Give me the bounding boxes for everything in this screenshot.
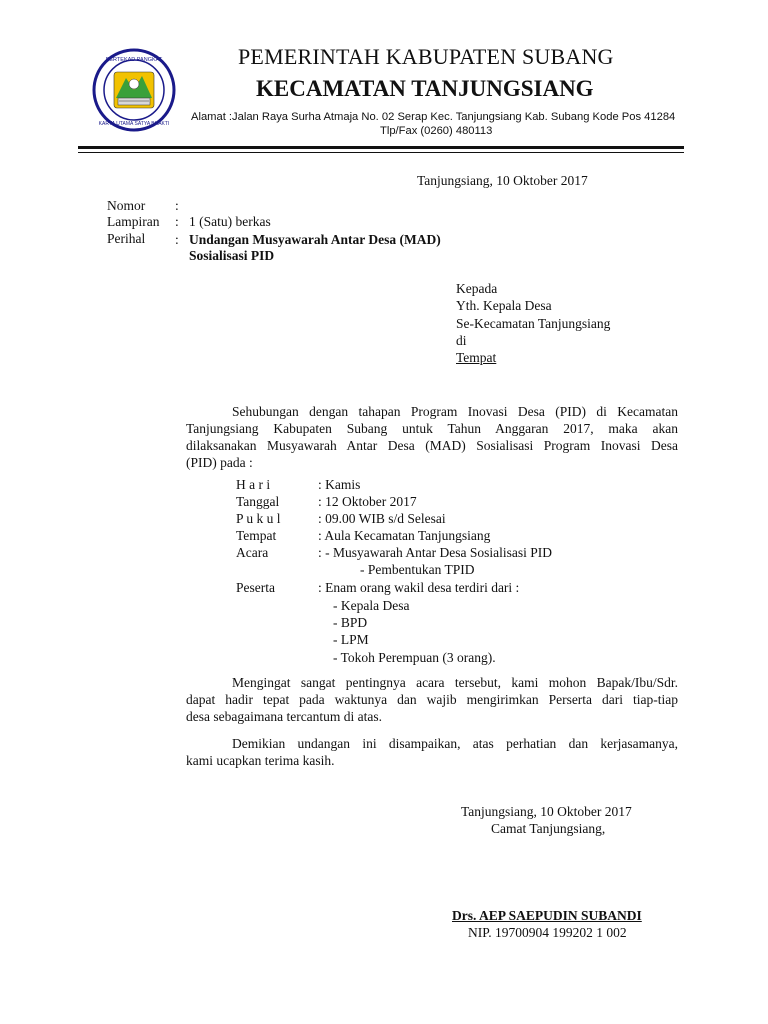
closing-paragraph — [186, 735, 678, 769]
paragraph-line: Tanjungsiang Kabupaten Subang untuk Tahun Anggaran 2017, maka akan — [186, 421, 678, 436]
recipient-area: Se-Kecamatan Tanjungsiang — [456, 316, 611, 331]
paragraph-line: Sehubungan dengan tahapan Program Inovasi Desa (PID) di Kecamatan — [232, 404, 678, 419]
paragraph-line: dilaksanakan Musyawarah Antar Desa (MAD) Sosialisasi Program Inovasi Desa — [186, 438, 678, 453]
pukul-label: P u k u l — [236, 511, 281, 526]
nomor-label: Nomor — [107, 198, 146, 213]
acara-value-1: : - Musyawarah Antar Desa Sosialisasi PID — [318, 545, 552, 560]
hari-label: H a r i — [236, 477, 271, 492]
perihal-colon: : — [175, 232, 179, 247]
perihal-value-line2: Sosialisasi PID — [189, 248, 275, 263]
reminder-paragraph — [186, 674, 678, 725]
letter-date: Tanjungsiang, 10 Oktober 2017 — [417, 173, 588, 188]
acara-label: Acara — [236, 545, 269, 560]
signatory-nip: NIP. 19700904 199202 1 002 — [468, 925, 627, 940]
paragraph-line: desa sebagaimana tercantum di atas. — [186, 709, 383, 724]
tanggal-label: Tanggal — [236, 494, 280, 509]
lampiran-colon: : — [175, 214, 179, 229]
paragraph-line: Mengingat sangat pentingnya acara tersebut, kami mohon Bapak/Ibu/Sdr. — [232, 675, 678, 690]
peserta-value: : Enam orang wakil desa terdiri dari : — [318, 580, 520, 595]
government-title: PEMERINTAH KABUPATEN SUBANG — [238, 44, 614, 69]
header-divider-thin — [78, 152, 684, 153]
lampiran-label: Lampiran — [107, 214, 160, 229]
tempat-value: : Aula Kecamatan Tanjungsiang — [318, 528, 491, 543]
pukul-value: : 09.00 WIB s/d Selesai — [318, 511, 446, 526]
paragraph-line: Demikian undangan ini disampaikan, atas perhatian dan kerjasamanya, — [232, 736, 678, 751]
peserta-item: - Tokoh Perempuan (3 orang). — [333, 650, 496, 665]
recipient-di: di — [456, 333, 467, 348]
peserta-item: - LPM — [333, 632, 369, 647]
header-divider-thick — [78, 146, 684, 149]
perihal-value-line1: Undangan Musyawarah Antar Desa (MAD) — [189, 232, 441, 247]
peserta-item: - Kepala Desa — [333, 598, 410, 613]
recipient-tempat: Tempat — [456, 350, 497, 365]
paragraph-line: dapat hadir tepat pada waktunya dan wajib mengirimkan Perserta dari tiap-tiap — [186, 692, 678, 707]
logo-top-text: BERTEKAD PANGKAT — [105, 57, 163, 63]
peserta-item: - BPD — [333, 615, 368, 630]
signature-place-date: Tanjungsiang, 10 Oktober 2017 — [461, 804, 632, 819]
regency-logo — [92, 48, 176, 132]
tanggal-value: : 12 Oktober 2017 — [318, 494, 417, 509]
address-line: Alamat :Jalan Raya Surha Atmaja No. 02 Serap Kec. Tanjungsiang Kab. Subang Kode Pos 41284 — [191, 111, 676, 123]
paragraph-line: (PID) pada : — [186, 455, 253, 470]
paragraph-line: kami ucapkan terima kasih. — [186, 753, 335, 768]
lampiran-value: 1 (Satu) berkas — [189, 214, 271, 229]
recipient-yth: Yth. Kepala Desa — [456, 298, 552, 313]
logo-bottom-text: KARYA UTAMA SATYA BHAKTI — [98, 121, 170, 127]
tempat-label: Tempat — [236, 528, 277, 543]
recipient-kepada: Kepada — [456, 281, 498, 296]
signatory-name: Drs. AEP SAEPUDIN SUBANDI — [452, 908, 642, 923]
peserta-label: Peserta — [236, 580, 275, 595]
opening-paragraph — [186, 403, 678, 471]
nomor-colon: : — [175, 198, 179, 213]
district-title: KECAMATAN TANJUNGSIANG — [256, 76, 594, 101]
phone-line: Tlp/Fax (0260) 480113 — [380, 125, 493, 137]
perihal-label: Perihal — [107, 231, 146, 246]
hari-value: : Kamis — [318, 477, 361, 492]
acara-value-2: - Pembentukan TPID — [360, 562, 475, 577]
signature-position: Camat Tanjungsiang, — [491, 821, 606, 836]
